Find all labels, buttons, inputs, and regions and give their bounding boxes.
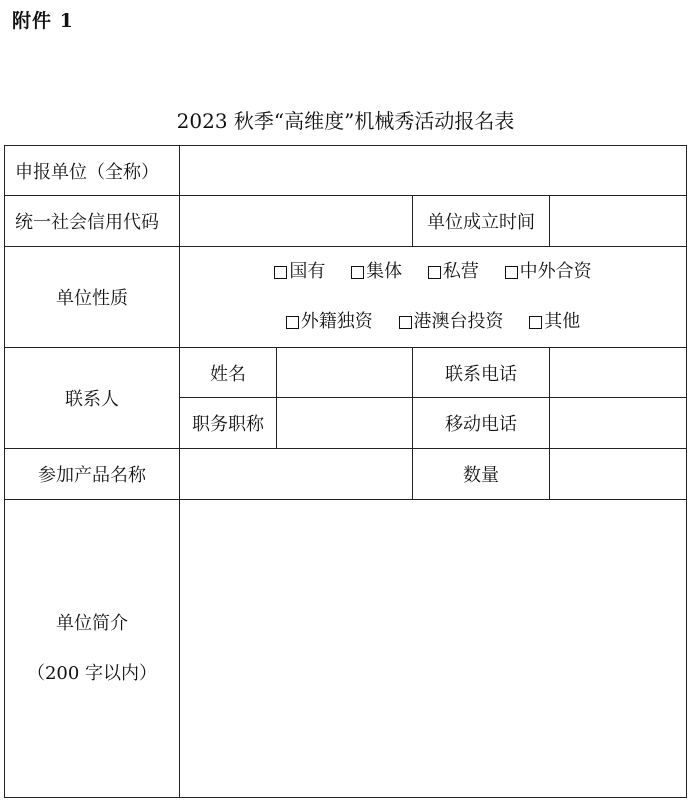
- position-field[interactable]: [277, 398, 413, 449]
- form-title: 2023 秋季“高维度”机械秀活动报名表: [176, 109, 515, 133]
- nature-options-row-2: [180, 297, 686, 347]
- credit-code-label: 统一社会信用代码: [5, 196, 180, 247]
- established-field[interactable]: [550, 196, 687, 247]
- checkbox-icon[interactable]: [286, 316, 299, 329]
- mobile-field[interactable]: [550, 398, 687, 449]
- checkbox-icon[interactable]: [428, 266, 441, 279]
- option-label: 外籍独资: [300, 311, 373, 332]
- intro-note: （200 字以内）: [26, 662, 158, 684]
- option-private[interactable]: [428, 247, 479, 297]
- option-state-owned[interactable]: [274, 247, 325, 297]
- nature-options: [180, 247, 687, 348]
- credit-code-field[interactable]: [180, 196, 413, 247]
- option-joint-venture[interactable]: [505, 247, 592, 297]
- checkbox-icon[interactable]: [351, 266, 364, 279]
- nature-label: 单位性质: [5, 247, 180, 348]
- nature-options-row-1: [180, 247, 686, 297]
- phone-field[interactable]: [550, 348, 687, 398]
- option-label: 国有: [289, 261, 326, 282]
- position-label: 职务职称: [180, 398, 277, 449]
- attachment-label: 附件 1: [12, 10, 74, 32]
- option-label: 集体: [366, 261, 403, 282]
- option-hk-macau-taiwan[interactable]: [399, 297, 504, 347]
- option-label: 其他: [544, 311, 581, 332]
- product-label: 参加产品名称: [5, 449, 180, 500]
- registration-form-table: [4, 145, 687, 798]
- phone-label: 联系电话: [413, 348, 550, 398]
- option-label: 港澳台投资: [413, 311, 504, 332]
- checkbox-icon[interactable]: [505, 266, 518, 279]
- checkbox-icon[interactable]: [274, 266, 287, 279]
- name-label: 姓名: [180, 348, 277, 398]
- checkbox-icon[interactable]: [399, 316, 412, 329]
- product-field[interactable]: [180, 449, 413, 500]
- name-field[interactable]: [277, 348, 413, 398]
- unit-name-field[interactable]: [180, 146, 687, 196]
- option-label: 中外合资: [519, 261, 592, 282]
- intro-label-cell: [5, 500, 180, 798]
- option-other[interactable]: [529, 297, 580, 347]
- contact-label: 联系人: [5, 348, 180, 449]
- established-label: 单位成立时间: [413, 196, 550, 247]
- option-collective[interactable]: [351, 247, 402, 297]
- unit-name-label: 申报单位（全称）: [5, 146, 180, 196]
- checkbox-icon[interactable]: [529, 316, 542, 329]
- mobile-label: 移动电话: [413, 398, 550, 449]
- intro-label: 单位简介: [56, 612, 128, 634]
- intro-field[interactable]: [180, 500, 687, 798]
- quantity-label: 数量: [413, 449, 550, 500]
- option-label: 私营: [442, 261, 479, 282]
- option-foreign-owned[interactable]: [286, 297, 373, 347]
- quantity-field[interactable]: [550, 449, 687, 500]
